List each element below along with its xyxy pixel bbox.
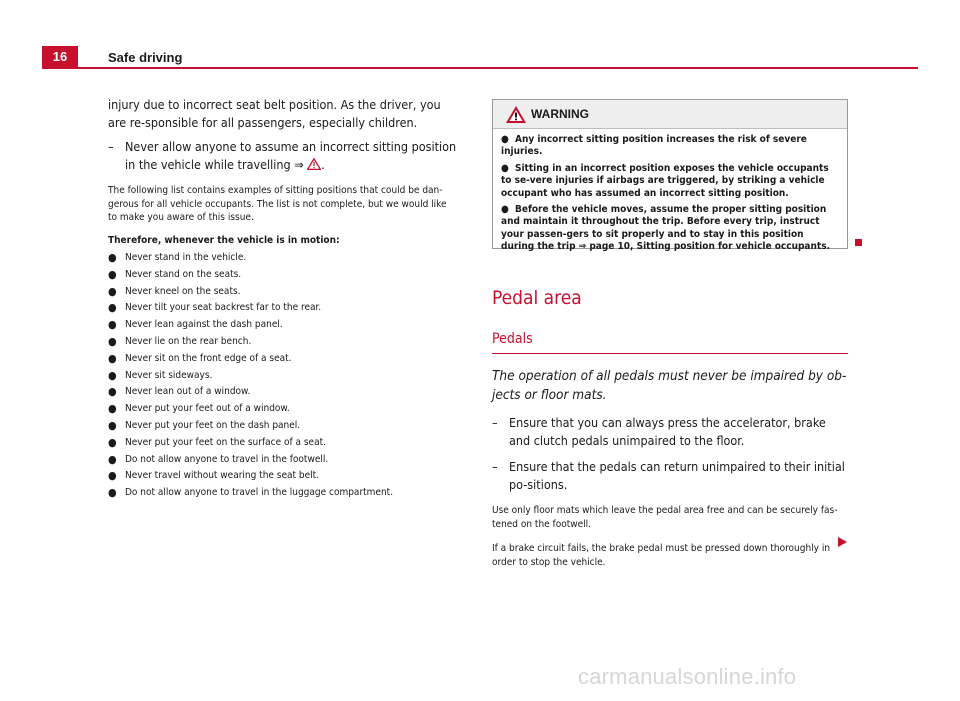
bullet-marker: ●: [108, 284, 117, 298]
bullet-item: [108, 251, 458, 265]
dash-item-text: Never allow anyone to assume an incorrect sitting position in the vehicle while travelling ⇒: [125, 139, 457, 172]
bullet-marker: ●: [108, 418, 117, 432]
dash-item-text: Ensure that you can always press the accelerator, brake and clutch pedals unimpaired to the floor.: [509, 415, 826, 448]
continue-arrow-icon: [838, 537, 847, 547]
warning-body: [493, 129, 847, 254]
section-title: Safe driving: [108, 50, 183, 65]
warning-item: [501, 204, 839, 254]
section-end-marker: [855, 239, 862, 246]
bullet-marker: ●: [108, 267, 117, 281]
warning-reference-icon[interactable]: [307, 158, 321, 170]
bullet-item: [108, 402, 458, 416]
bullet-marker: ●: [108, 351, 117, 365]
bullet-item: [108, 301, 458, 315]
explanation-paragraph: The following list contains examples of sitting positions that could be dan-gerous for all vehicle occupants. The list is not complete, but we would like to make you aware of this issue.: [108, 185, 447, 223]
bullet-text: Never kneel on the seats.: [125, 285, 241, 297]
bullet-marker: ●: [108, 334, 117, 348]
bullet-text: Never lie on the rear bench.: [125, 335, 252, 347]
bullet-marker: ●: [108, 435, 117, 449]
bullet-text: Do not allow anyone to travel in the footwell.: [125, 453, 329, 465]
dash-marker: –: [108, 139, 114, 154]
bullet-item: [108, 285, 458, 299]
bullet-text: Never sit sideways.: [125, 369, 213, 381]
watermark: carmanualsonline.info: [578, 664, 797, 689]
warning-item: [501, 163, 839, 200]
warning-title: WARNING: [531, 107, 589, 121]
bullet-text: Never stand in the vehicle.: [125, 252, 247, 263]
dash-item-text: Ensure that the pedals can return unimpaired to their initial po-sitions.: [509, 459, 845, 492]
bullet-marker: ●: [108, 318, 117, 332]
bullet-marker: ●: [108, 385, 117, 399]
paragraph: If a brake circuit fails, the brake pedal must be pressed down thoroughly in order to stop the vehicle.: [492, 543, 831, 568]
bullet-item: [108, 453, 458, 467]
warning-item-text: Sitting in an incorrect position exposes the vehicle occupants to se-vere injuries if airbags are triggered, by striking a vehicle occupant who has assumed an incorrect sitting position.: [501, 162, 829, 199]
section-heading: Pedal area: [492, 287, 582, 309]
bullet-marker: ●: [108, 368, 117, 382]
bullet-text: Never sit on the front edge of a seat.: [125, 352, 292, 364]
bullet-text: Never tilt your seat backrest far to the rear.: [125, 302, 322, 314]
warning-item-text: Any incorrect sitting position increases the risk of severe injuries.: [501, 134, 807, 158]
warning-header: [493, 100, 847, 129]
page-header: [0, 0, 960, 70]
bullet-marker: ●: [108, 452, 117, 466]
bold-heading: Therefore, whenever the vehicle is in motion:: [108, 234, 340, 246]
bullet-marker: ●: [108, 469, 117, 483]
bullet-item: [108, 268, 458, 282]
bullet-item: [108, 318, 458, 332]
warning-box: [492, 99, 848, 253]
intro-italic: The operation of all pedals must never be impaired by ob-jects or floor mats.: [492, 368, 847, 403]
left-column: [108, 96, 458, 503]
dash-item-end: .: [321, 157, 325, 172]
bullet-marker: ●: [108, 251, 117, 264]
header-divider: [42, 67, 918, 69]
bullet-marker: ●: [501, 134, 509, 145]
bullet-text: Never stand on the seats.: [125, 268, 242, 280]
bullet-marker: ●: [501, 204, 509, 216]
bullet-text: Never put your feet on the dash panel.: [125, 419, 301, 431]
warning-item-text: Before the vehicle moves, assume the proper sitting position and maintain it throughout the trip. Before every trip, instruct your passen-gers to sit properly and to stay in this position during the trip ⇒ page 10, Sitting position for vehicle occupants.: [501, 204, 830, 253]
bullet-text: Never lean against the dash panel.: [125, 319, 283, 331]
bullet-list: [108, 251, 458, 500]
dash-list-item: [108, 138, 458, 174]
subheading: Pedals: [492, 331, 533, 347]
warning-item: [501, 134, 839, 159]
paragraph: Use only floor mats which leave the pedal area free and can be securely fas-tened on the footwell.: [492, 505, 838, 530]
bullet-item: [108, 436, 458, 450]
dash-list-item: [492, 414, 848, 449]
right-column: [492, 285, 848, 569]
subheading-divider: [492, 353, 848, 354]
bullet-item: [108, 352, 458, 366]
bullet-item: [108, 385, 458, 399]
bullet-item: [108, 335, 458, 349]
bullet-item: [108, 369, 458, 383]
bullet-text: Do not allow anyone to travel in the luggage compartment.: [125, 487, 394, 499]
bullet-item: [108, 419, 458, 433]
intro-text: injury due to incorrect seat belt position. As the driver, you are re-sponsible for all passengers, especially children.: [108, 97, 441, 130]
bullet-text: Never travel without wearing the seat belt.: [125, 470, 320, 482]
bullet-item: [108, 469, 458, 483]
bullet-text: Never put your feet out of a window.: [125, 403, 290, 415]
bullet-text: Never put your feet on the surface of a seat.: [125, 436, 326, 448]
bullet-marker: ●: [108, 486, 117, 500]
bullet-marker: ●: [108, 402, 117, 416]
dash-marker: –: [492, 415, 498, 430]
bullet-item: [108, 486, 458, 500]
bullet-marker: ●: [108, 301, 117, 315]
page-number: 16: [42, 46, 78, 68]
bullet-marker: ●: [501, 162, 509, 174]
dash-marker: –: [492, 459, 498, 474]
bullet-text: Never lean out of a window.: [125, 386, 251, 398]
warning-triangle-icon: [505, 105, 527, 124]
dash-list-item: [492, 458, 848, 493]
